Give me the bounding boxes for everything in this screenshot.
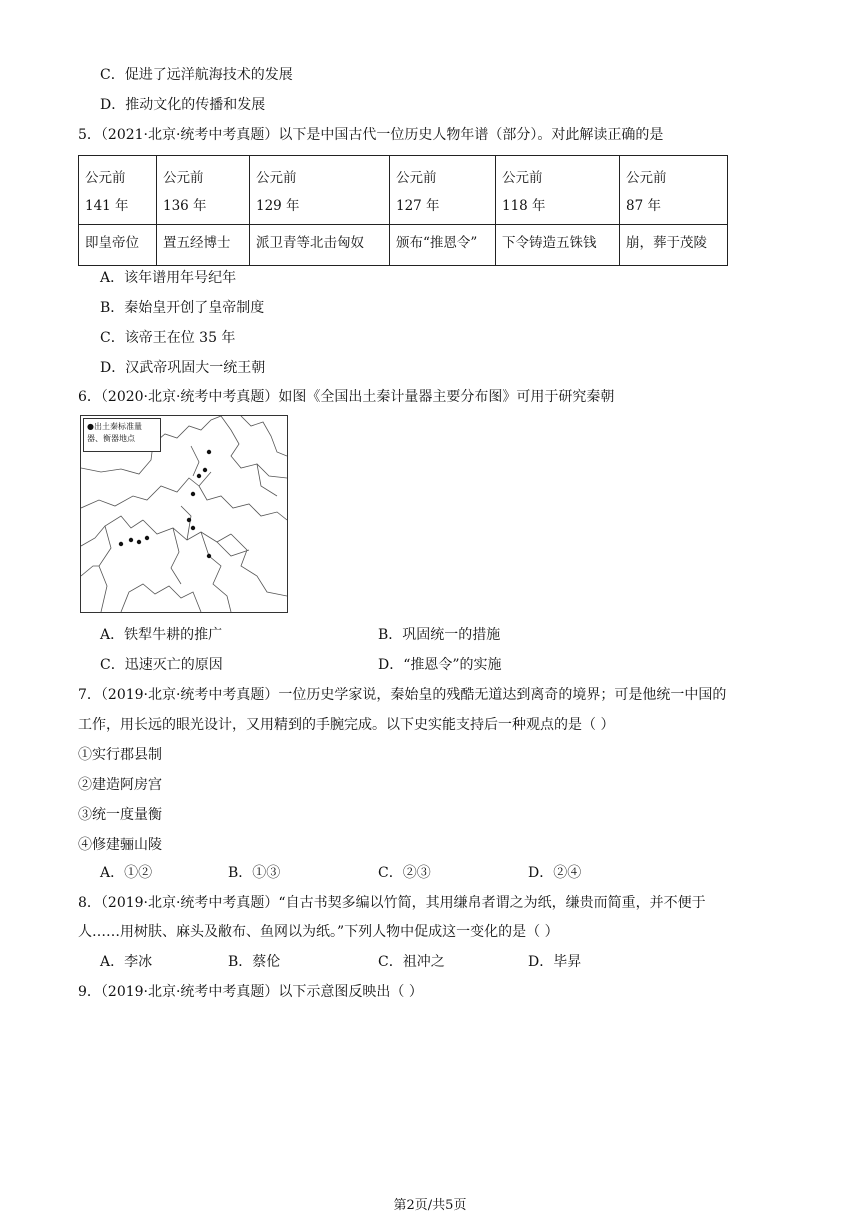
q7-option-d: D．②④ <box>528 865 582 881</box>
q8-option-b: B．蔡伦 <box>228 954 281 970</box>
q5-option-a: A．该年谱用年号纪年 <box>100 270 237 286</box>
timeline-date-cell: 公元前 127 年 <box>390 156 496 225</box>
timeline-event-cell: 崩，葬于茂陵 <box>620 225 728 266</box>
timeline-event-cell: 即皇帝位 <box>79 225 157 266</box>
q5-timeline-table <box>78 155 728 266</box>
q6-option-d: D．“推恩令”的实施 <box>378 657 502 673</box>
q5-stem: 5．（2021·北京·统考中考真题）以下是中国古代一位历史人物年谱（部分）。对此解读正确的是 <box>78 127 664 143</box>
page-footer: 第2页/共5页 <box>393 1198 467 1213</box>
timeline-date-cell: 公元前 141 年 <box>79 156 157 225</box>
timeline-event-cell: 颁布“推恩令” <box>390 225 496 266</box>
q8-option-d: D．毕昇 <box>528 954 582 970</box>
q6-option-b: B．巩固统一的措施 <box>378 627 501 643</box>
q7-option-c: C．②③ <box>378 865 431 881</box>
q8-option-a: A．李冰 <box>100 954 153 970</box>
timeline-date-cell: 公元前 136 年 <box>157 156 250 225</box>
timeline-date-cell: 公元前 118 年 <box>496 156 620 225</box>
q7-option-a: A．①② <box>100 865 153 881</box>
q7-option-b: B．①③ <box>228 865 281 881</box>
q7-stem-line1: 7．（2019·北京·统考中考真题）一位历史学家说，秦始皇的残酷无道达到离奇的境界；可是他统一中国的 <box>78 687 727 703</box>
q9-stem: 9．（2019·北京·统考中考真题）以下示意图反映出（ ） <box>78 984 423 1000</box>
q7-stem-line2: 工作，用长远的眼光设计，又用精到的手腕完成。以下史实能支持后一种观点的是（ ） <box>78 717 615 733</box>
q8-option-c: C．祖冲之 <box>378 954 445 970</box>
q7-item-3: ③统一度量衡 <box>78 807 162 823</box>
q8-stem-line2: 人……用树肤、麻头及敝布、鱼网以为纸。”下列人物中促成这一变化的是（ ） <box>78 924 559 940</box>
timeline-event-cell: 派卫青等北击匈奴 <box>250 225 390 266</box>
qin-measures-map <box>80 415 288 613</box>
q6-stem: 6．（2020·北京·统考中考真题）如图《全国出土秦计量器主要分布图》可用于研究秦朝 <box>78 389 615 405</box>
q7-item-2: ②建造阿房宫 <box>78 777 162 793</box>
timeline-event-cell: 下令铸造五铢钱 <box>496 225 620 266</box>
q5-option-b: B．秦始皇开创了皇帝制度 <box>100 300 265 316</box>
timeline-event-cell: 置五经博士 <box>157 225 250 266</box>
q7-item-4: ④修建骊山陵 <box>78 837 162 853</box>
q4-option-d: D．推动文化的传播和发展 <box>100 97 266 113</box>
q6-option-c: C．迅速灭亡的原因 <box>100 657 223 673</box>
q7-item-1: ①实行郡县制 <box>78 747 162 763</box>
map-legend: ●出土秦标准量 器、衡器地点 <box>83 418 161 452</box>
q6-option-a: A．铁犁牛耕的推广 <box>100 627 223 643</box>
q5-option-d: D．汉武帝巩固大一统王朝 <box>100 360 266 376</box>
timeline-date-cell: 公元前 87 年 <box>620 156 728 225</box>
timeline-date-cell: 公元前 129 年 <box>250 156 390 225</box>
q5-option-c: C．该帝王在位 35 年 <box>100 330 236 346</box>
q8-stem-line1: 8．（2019·北京·统考中考真题）“自古书契多编以竹简，其用缣帛者谓之为纸，缣贵而简重，并不便于 <box>78 895 706 911</box>
q4-option-c: C．促进了远洋航海技术的发展 <box>100 67 293 83</box>
